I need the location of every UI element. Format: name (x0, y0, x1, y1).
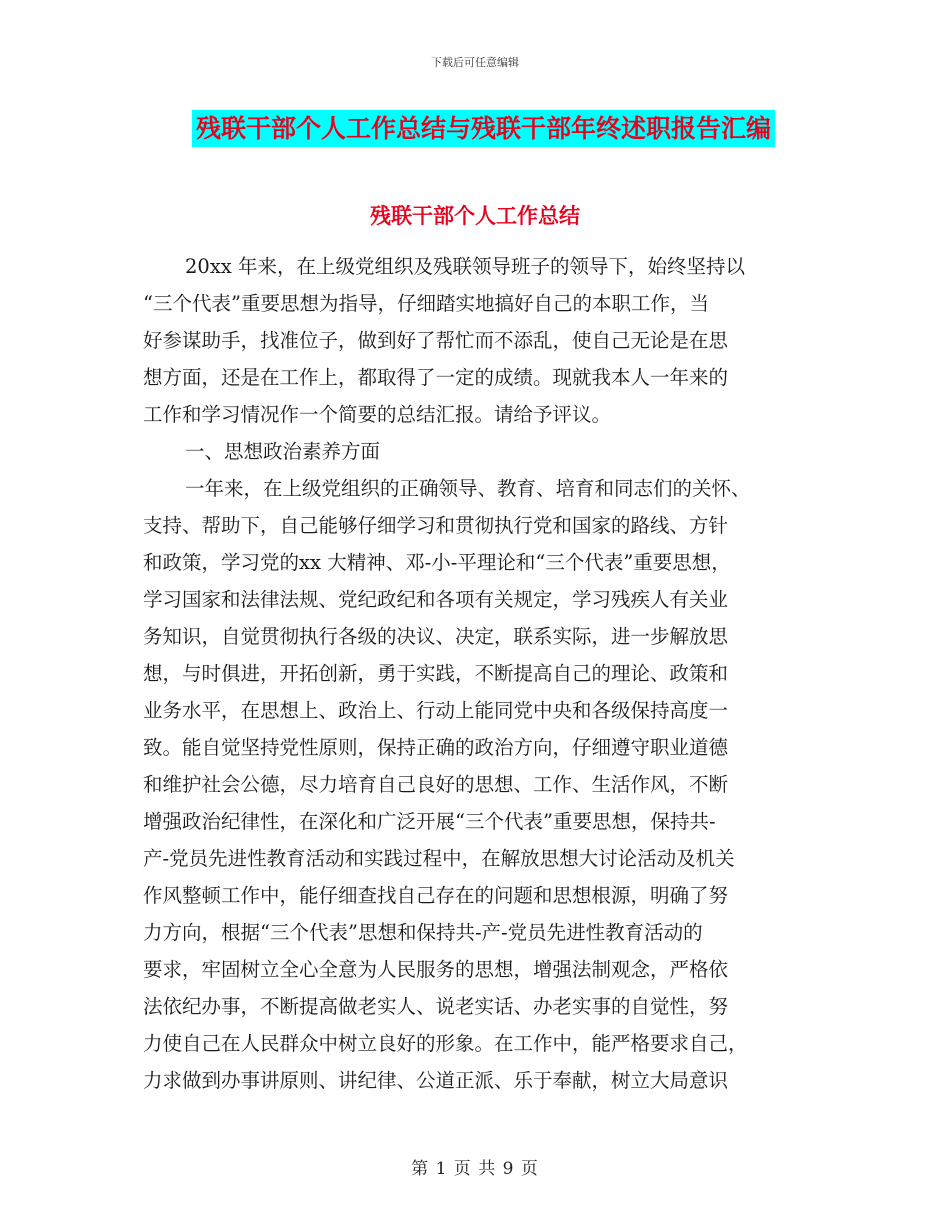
paragraph-line: 增强政治纪律性，在深化和广泛开展“三个代表”重要思想，保持共- (143, 810, 716, 833)
paragraph-line: 要求，牢固树立全心全意为人民服务的思想，增强法制观念，严格依 (143, 958, 729, 981)
paragraph-line: 作风整顿工作中，能仔细查找自己存在的问题和思想根源，明确了努 (143, 884, 729, 907)
page-number: 第 1 页 共 9 页 (411, 1159, 539, 1179)
subsection-heading: 一、思想政治素养方面 (185, 440, 381, 463)
paragraph-line: 和维护社会公德，尽力培育自己良好的思想、工作、生活作风，不断 (143, 773, 729, 796)
paragraph-line: 力使自己在人民群众中树立良好的形象。在工作中，能严格要求自己， (143, 1032, 748, 1055)
document-body (143, 248, 813, 1099)
paragraph-line: 工作和学习情况作一个简要的总结汇报。请给予评议。 (143, 403, 612, 426)
paragraph-line: 想方面，还是在工作上，都取得了一定的成绩。现就我本人一年来的 (143, 366, 729, 389)
paragraph-line: 力求做到办事讲原则、讲纪律、公道正派、乐于奉献，树立大局意识 (143, 1069, 729, 1092)
paragraph-line: 一年来，在上级党组织的正确领导、教育、培育和同志们的关怀、 (185, 477, 751, 500)
paragraph-line: 致。能自觉坚持党性原则，保持正确的政治方向，仔细遵守职业道德 (143, 736, 729, 759)
paragraph-line: 和政策，学习党的xx 大精神、邓-小-平理论和“三个代表”重要思想， (143, 551, 731, 574)
document-title: 残联干部个人工作总结与残联干部年终述职报告汇编 (192, 110, 775, 147)
paragraph-line: 学习国家和法律法规、党纪政纪和各项有关规定，学习残疾人有关业 (143, 588, 729, 611)
paragraph-line: 想，与时俱进，开拓创新，勇于实践，不断提高自己的理论、政策和 (143, 662, 729, 685)
header-note: 下载后可任意编辑 (431, 56, 519, 69)
paragraph-line: 好参谋助手，找准位子，做到好了帮忙而不添乱，使自己无论是在思 (143, 329, 729, 352)
paragraph-line: 产-党员先进性教育活动和实践过程中，在解放思想大讨论活动及机关 (143, 847, 735, 870)
paragraph-line: 力方向，根据“三个代表”思想和保持共-产-党员先进性教育活动的 (143, 921, 703, 944)
section-title: 残联干部个人工作总结 (370, 204, 580, 228)
paragraph-line: 业务水平，在思想上、政治上、行动上能同党中央和各级保持高度一 (143, 699, 729, 722)
paragraph-line: 法依纪办事，不断提高做老实人、说老实话、办老实事的自觉性，努 (143, 995, 729, 1018)
paragraph-line: 务知识，自觉贯彻执行各级的决议、决定，联系实际，进一步解放思 (143, 625, 729, 648)
paragraph-line: “三个代表”重要思想为指导，仔细踏实地搞好自己的本职工作，当 (143, 292, 709, 315)
paragraph-line: 支持、帮助下，自己能够仔细学习和贯彻执行党和国家的路线、方针 (143, 514, 729, 537)
paragraph-line: 20xx 年来，在上级党组织及残联领导班子的领导下，始终坚持以 (185, 255, 746, 278)
